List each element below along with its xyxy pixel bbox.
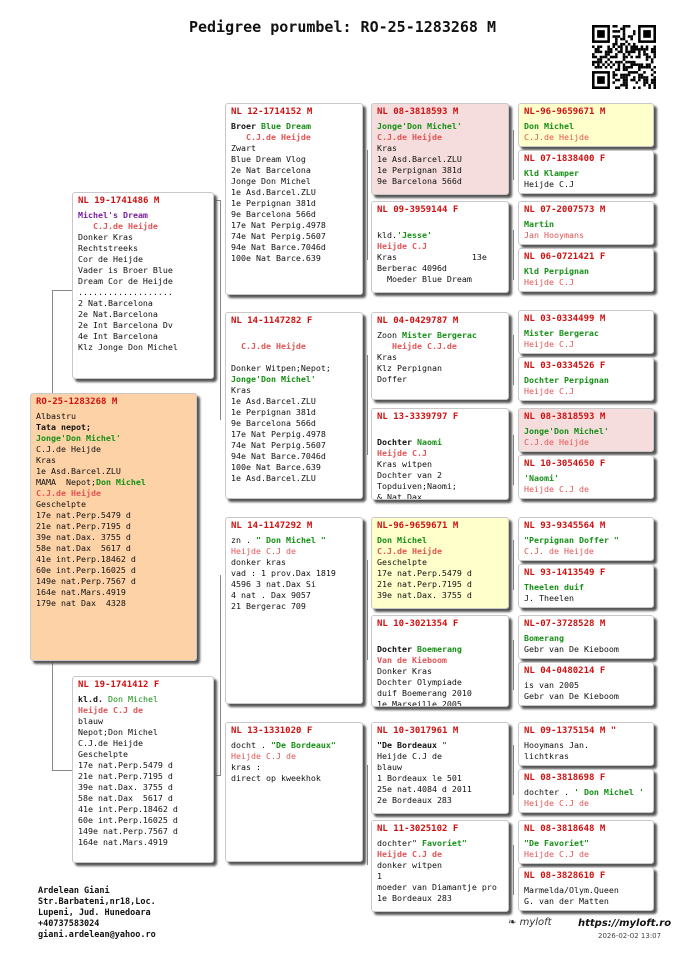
card-line: 1e Perpignan 381d — [231, 407, 316, 417]
card-line: 1e Asd.Barcel.ZLU — [36, 466, 121, 476]
ring-number: NL 13-3339797 F — [377, 412, 459, 422]
card-line: Zoon Mister Bergerac — [377, 330, 477, 340]
card-line: 21e nat.Perp.7195 d — [377, 579, 472, 589]
pedigree-card-sdd[interactable] — [371, 408, 509, 500]
card-line: Gebr van De Kieboom — [524, 691, 619, 701]
ring-number: NL 14-1147292 M — [231, 521, 313, 531]
card-line: 179e nat Dax 4328 — [36, 598, 126, 608]
pedigree-card-sds[interactable] — [371, 312, 509, 400]
card-line: Van de Kieboom — [377, 655, 447, 665]
card-line: 9e Barcelona 566d — [231, 418, 316, 428]
card-line: G. van der Matten — [524, 896, 609, 906]
card-line: 41e int.Perp.18462 d — [36, 554, 136, 564]
card-line: Heijde C.J — [524, 339, 574, 349]
ring-number: NL 19-1741412 F — [78, 680, 160, 690]
card-line: Geschelpte — [36, 499, 86, 509]
card-line: Jonge'Don Michel' — [36, 433, 121, 443]
card-line: Hooymans Jan. — [524, 740, 589, 750]
card-line: Rechtstreeks — [78, 243, 138, 253]
card-line: donker kras — [231, 557, 286, 567]
card-line: 1 Bordeaux le 501 — [377, 773, 462, 783]
card-line: Moeder Blue Dream — [377, 274, 472, 284]
card-line: 100e Nat Barce.639 — [231, 253, 321, 263]
pedigree-card-sire[interactable] — [72, 192, 214, 379]
pedigree-card-ddd[interactable] — [371, 820, 509, 912]
card-line: docht . "De Bordeaux" — [231, 740, 336, 750]
card-line: Jonge Don Michel — [231, 176, 311, 186]
ring-number: NL 13-1331020 F — [231, 726, 313, 736]
card-line: 94e Nat Barce.7046d — [231, 451, 326, 461]
card-line: Klz Perpignan — [377, 363, 442, 373]
card-line: Doffer — [377, 374, 407, 384]
card-line: 1e Bordeaux 283 — [377, 893, 452, 903]
card-line: 1e Perpignan 381d — [377, 165, 462, 175]
pedigree-card-dss[interactable] — [371, 517, 509, 609]
card-line: C.J.de Heijde — [36, 488, 101, 498]
card-line: Heijde C.J de — [377, 751, 442, 761]
pedigree-card-dsd[interactable] — [371, 615, 509, 707]
ring-number: NL 93-9345564 M — [524, 521, 606, 531]
card-line: Marmelda/Olym.Queen — [524, 885, 619, 895]
website-link[interactable]: https://myloft.ro — [578, 918, 672, 929]
ring-number: NL-96-9659671 M — [524, 107, 606, 117]
card-line: ................... — [78, 287, 173, 297]
card-line: 58e nat.Dax 5617 d — [36, 543, 131, 553]
card-line: 2e Nat.Barcelona — [78, 309, 158, 319]
pedigree-card-g5-3[interactable] — [518, 201, 654, 245]
card-line: 164e nat.Mars.4919 — [36, 587, 126, 597]
bird-icon: ❧ — [508, 917, 517, 928]
card-line: & Nat.Dax — [377, 492, 422, 500]
card-line: vad : 1 prov.Dax 1819 — [231, 568, 336, 578]
card-line: 100e Nat Barce.639 — [231, 462, 321, 472]
ring-number: NL 04-0480214 F — [524, 666, 606, 676]
owner-name: Ardelean Giani — [38, 886, 110, 896]
card-line: C.J.de Heijde — [231, 341, 306, 351]
card-line: Donker Kras — [377, 666, 432, 676]
pedigree-card-g5-12[interactable] — [518, 662, 654, 706]
card-line: 4596 3 nat.Dax Si — [231, 579, 316, 589]
card-line: Donker Witpen;Nepot; — [231, 363, 331, 373]
card-line: donker witpen — [377, 860, 442, 870]
card-line — [377, 219, 503, 230]
card-line: "Perpignan Doffer " — [524, 535, 619, 545]
card-line: J. Theelen — [524, 593, 574, 603]
pedigree-card-g5-4[interactable] — [518, 248, 654, 292]
ring-number: NL 03-0334499 M — [524, 314, 606, 324]
card-line: 21e nat.Perp.7195 d — [78, 771, 173, 781]
pedigree-card-g5-14[interactable] — [518, 769, 654, 813]
card-line: Heijde C.J — [524, 179, 574, 189]
card-line: Mister Bergerac — [524, 328, 599, 338]
card-line: Gebr van De Kieboom — [524, 644, 619, 654]
card-line: Vader is Broer Blue — [78, 265, 173, 275]
pedigree-card-g5-11[interactable] — [518, 615, 654, 659]
card-line: Klz Jonge Don Michel — [78, 342, 178, 352]
brand-name: myloft — [519, 917, 552, 928]
card-line: C.J. de Heijde — [524, 546, 594, 556]
ring-number: NL-96-9659671 M — [377, 521, 459, 531]
card-line: 25e nat.4084 d 2011 — [377, 784, 472, 794]
card-line: "De Favoriet" — [524, 838, 589, 848]
card-line: is van 2005 — [524, 680, 579, 690]
pedigree-card-g5-8[interactable] — [518, 455, 654, 499]
card-line: C.J.de Heijde — [78, 738, 143, 748]
card-line: Heijde C.J de — [78, 705, 143, 715]
card-line: Heijde C.J de — [231, 546, 296, 556]
card-line: 1e Asd.Barcel.ZLU — [231, 396, 316, 406]
card-line: 1e Asd.Barcel.ZLU — [377, 154, 462, 164]
card-line: 1e Marseille 2005 — [377, 699, 462, 707]
card-line: Heijde C.J — [377, 241, 427, 251]
card-line: 39e nat.Dax. 3755 d — [36, 532, 131, 542]
pedigree-card-dd[interactable] — [225, 722, 363, 862]
card-line: C.J.de Heijde — [524, 437, 589, 447]
card-line: Heijde C.J de — [231, 751, 296, 761]
ring-number: NL 07-2007573 M — [524, 205, 606, 215]
card-line: 41e int.Perp.18462 d — [78, 804, 178, 814]
card-line: Don Michel — [377, 535, 427, 545]
card-line — [377, 426, 503, 437]
pedigree-card-g5-5[interactable] — [518, 310, 654, 354]
myloft-logo — [508, 917, 552, 928]
pedigree-card-sss[interactable] — [371, 103, 509, 195]
card-line: Theelen duif — [524, 582, 584, 592]
ring-number: NL 12-1714152 M — [231, 107, 313, 117]
pedigree-card-dam[interactable] — [72, 676, 214, 863]
card-line: 60e int.Perp.16025 d — [36, 565, 136, 575]
card-line: 4e Int Barcelona — [78, 331, 158, 341]
card-line: Heijde C.J — [524, 277, 574, 287]
card-line: 58e nat.Dax 5617 d — [78, 793, 173, 803]
card-line: Heijde C.J de — [524, 484, 589, 494]
card-line: Jonge'Don Michel' — [524, 426, 609, 436]
card-line: Jonge'Don Michel' — [377, 121, 462, 131]
card-line: 149e nat.Perp.7567 d — [36, 576, 136, 586]
card-line: Jan Hooymans — [524, 230, 584, 240]
card-line: Broer Blue Dream — [231, 121, 311, 131]
print-date: 2026-02-02 13:07 — [598, 932, 662, 940]
card-line: C.J.de Heijde — [377, 546, 442, 556]
ring-number: NL 09-3959144 F — [377, 205, 459, 215]
card-line: Cor de Heijde — [78, 254, 143, 264]
card-line: moeder van Diamantje pro — [377, 882, 497, 892]
card-line: Tata nepot; — [36, 422, 91, 432]
card-line: Kras 13e — [377, 252, 487, 262]
pedigree-card-subject[interactable] — [30, 393, 197, 661]
pedigree-card-g5-15[interactable] — [518, 820, 654, 864]
card-line: C.J.de Heijde — [524, 132, 589, 142]
card-line: dochter . ' Don Michel ' — [524, 787, 644, 797]
pedigree-card-ss[interactable] — [225, 103, 363, 295]
pedigree-card-g5-7[interactable] — [518, 408, 654, 452]
card-line: Dochter Boemerang — [377, 644, 462, 654]
card-line: C.J.de Heijde — [36, 444, 101, 454]
pedigree-card-ssd[interactable] — [371, 201, 509, 293]
ring-number: NL 08-3818593 M — [377, 107, 459, 117]
card-line: Heijde C.J de — [377, 849, 442, 859]
card-line: blauw — [377, 762, 402, 772]
card-line: 2e Nat Barcelona — [231, 165, 311, 175]
pedigree-card-g5-9[interactable] — [518, 517, 654, 561]
ring-number: NL 10-3021354 F — [377, 619, 459, 629]
card-line: kras : — [231, 762, 261, 772]
card-line: 9e Barcelona 566d — [231, 209, 316, 219]
owner-phone: +40737583024 — [38, 919, 100, 929]
card-line: 4 nat . Dax 9057 — [231, 590, 311, 600]
owner-city: Lupeni, Jud. Hunedoara — [38, 908, 151, 918]
card-line: Albastru — [36, 411, 76, 421]
card-line: Dochter Perpignan — [524, 375, 609, 385]
card-line: Heijde C.J de — [524, 798, 589, 808]
ring-number: NL 06-0721421 F — [524, 252, 606, 262]
pedigree-card-g5-13[interactable] — [518, 722, 654, 766]
card-line: Kras — [377, 143, 397, 153]
pedigree-card-dds[interactable] — [371, 722, 509, 814]
card-line: 74e Nat Perpig.5607 — [231, 440, 326, 450]
card-line: Kras — [231, 385, 251, 395]
ring-number: RO-25-1283268 M — [36, 397, 118, 407]
card-line: Heijde C.J — [524, 386, 574, 396]
pedigree-card-g5-16[interactable] — [518, 867, 654, 911]
ring-number: NL 07-1838400 F — [524, 154, 606, 164]
owner-email[interactable]: giani.ardelean@yahoo.ro — [38, 930, 156, 940]
card-line: Kld Perpignan — [524, 266, 589, 276]
card-line: "De Bordeaux " — [377, 740, 447, 750]
page-title: Pedigree porumbel: RO-25-1283268 M — [188, 18, 497, 36]
card-line: Michel's Dream — [78, 210, 148, 220]
card-line: 149e nat.Perp.7567 d — [78, 826, 178, 836]
pedigree-card-g5-1[interactable] — [518, 103, 654, 147]
card-line: 21 Bergerac 709 — [231, 601, 306, 611]
pedigree-card-ds[interactable] — [225, 517, 363, 704]
ring-number: NL 93-1413549 F — [524, 568, 606, 578]
ring-number: NL-07-3728528 M — [524, 619, 606, 629]
card-line: 17e nat.Perp.5479 d — [36, 510, 131, 520]
card-line: Kras witpen — [377, 459, 432, 469]
card-line: 17e nat.Perp.5479 d — [377, 568, 472, 578]
pedigree-card-sd[interactable] — [225, 312, 363, 499]
card-line: 39e nat.Dax. 3755 d — [78, 782, 173, 792]
card-line: Donker Kras — [78, 232, 133, 242]
card-line: duif Boemerang 2010 — [377, 688, 472, 698]
card-line: Kld Klamper — [524, 168, 579, 178]
card-line: Heijde C.J.de — [377, 341, 457, 351]
card-line: 17e Nat Perpig.4978 — [231, 429, 326, 439]
ring-number: NL 04-0429787 M — [377, 316, 459, 326]
ring-number: NL 10-3017961 M — [377, 726, 459, 736]
card-line: C.J.de Heijde — [377, 132, 442, 142]
card-line: Dochter van 2 — [377, 470, 442, 480]
card-line: Bomerang — [524, 633, 564, 643]
card-line: 1 — [377, 871, 382, 881]
card-line: 1e Asd.Barcel.ZLU — [231, 187, 316, 197]
card-line: 2e Int Barcelona Dv — [78, 320, 173, 330]
card-line: 60e int.Perp.16025 d — [78, 815, 178, 825]
card-line: 2e Bordeaux 283 — [377, 795, 452, 805]
ring-number: NL 10-3054650 F — [524, 459, 606, 469]
card-line: Dream Cor de Heijde — [78, 276, 173, 286]
card-line: Dochter Naomi — [377, 437, 442, 447]
card-line: blauw — [78, 716, 103, 726]
card-line — [231, 352, 357, 363]
card-line: Jonge'Don Michel' — [231, 374, 316, 384]
card-line: Heijde C.J de — [524, 849, 589, 859]
card-line: Geschelpte — [78, 749, 128, 759]
ring-number: NL 08-3818648 M — [524, 824, 606, 834]
card-line: MAMA Nepot;Don Michel — [36, 477, 146, 487]
card-line: 74e Nat Perpig.5607 — [231, 231, 326, 241]
card-line: Geschelpte — [377, 557, 427, 567]
card-line — [231, 330, 357, 341]
pedigree-card-g5-6[interactable] — [518, 357, 654, 401]
card-line: 2 Nat.Barcelona — [78, 298, 153, 308]
card-line: dochter" Favoriet" — [377, 838, 467, 848]
owner-contact — [38, 886, 156, 941]
pedigree-card-g5-10[interactable] — [518, 564, 654, 608]
card-line: 17e Nat Perpig.4978 — [231, 220, 326, 230]
ring-number: NL 09-1375154 M " — [524, 726, 617, 736]
card-line: Topduiven;Naomi; — [377, 481, 457, 491]
card-line: Heijde C.J — [377, 448, 427, 458]
card-line: lichtkras — [524, 751, 569, 761]
card-line: zn . " Don Michel " — [231, 535, 326, 545]
card-line — [377, 633, 503, 644]
qr-code-icon[interactable] — [592, 25, 656, 89]
card-line: Nepot;Don Michel — [78, 727, 158, 737]
card-line: 1e Asd.Barcel.ZLU — [231, 473, 316, 483]
owner-street: Str.Barbateni,nr18,Loc. — [38, 897, 156, 907]
card-line: Blue Dream Vlog — [231, 154, 306, 164]
card-line: Kras — [377, 352, 397, 362]
card-line: 164e nat.Mars.4919 — [78, 837, 168, 847]
card-line: 21e nat.Perp.7195 d — [36, 521, 131, 531]
ring-number: NL 08-3818698 F — [524, 773, 606, 783]
card-line: 9e Barcelona 566d — [377, 176, 462, 186]
card-line: Martin — [524, 219, 554, 229]
ring-number: NL 14-1147282 F — [231, 316, 313, 326]
ring-number: NL 08-3828610 F — [524, 871, 606, 881]
card-line: 39e nat.Dax. 3755 d — [377, 590, 472, 600]
card-line: Don Michel — [524, 121, 574, 131]
card-line: Zwart — [231, 143, 256, 153]
ring-number: NL 08-3818593 M — [524, 412, 606, 422]
ring-number: NL 03-0334526 F — [524, 361, 606, 371]
card-line: Berberac 4096d — [377, 263, 447, 273]
card-line: C.J.de Heijde — [231, 132, 311, 142]
card-line: 17e nat.Perp.5479 d — [78, 760, 173, 770]
ring-number: NL 19-1741486 M — [78, 196, 160, 206]
card-line: kl.d. Don Michel — [78, 694, 158, 704]
pedigree-card-g5-2[interactable] — [518, 150, 654, 194]
card-line: 94e Nat Barce.7046d — [231, 242, 326, 252]
card-line: kld.'Jesse' — [377, 230, 432, 240]
ring-number: NL 11-3025102 F — [377, 824, 459, 834]
card-line: Kras — [36, 455, 56, 465]
card-line: 'Naomi' — [524, 473, 559, 483]
card-line: Dochter Olympiade — [377, 677, 462, 687]
card-line: direct op kweekhok — [231, 773, 321, 783]
card-line: 1e Perpignan 381d — [231, 198, 316, 208]
card-line: C.J.de Heijde — [78, 221, 158, 231]
